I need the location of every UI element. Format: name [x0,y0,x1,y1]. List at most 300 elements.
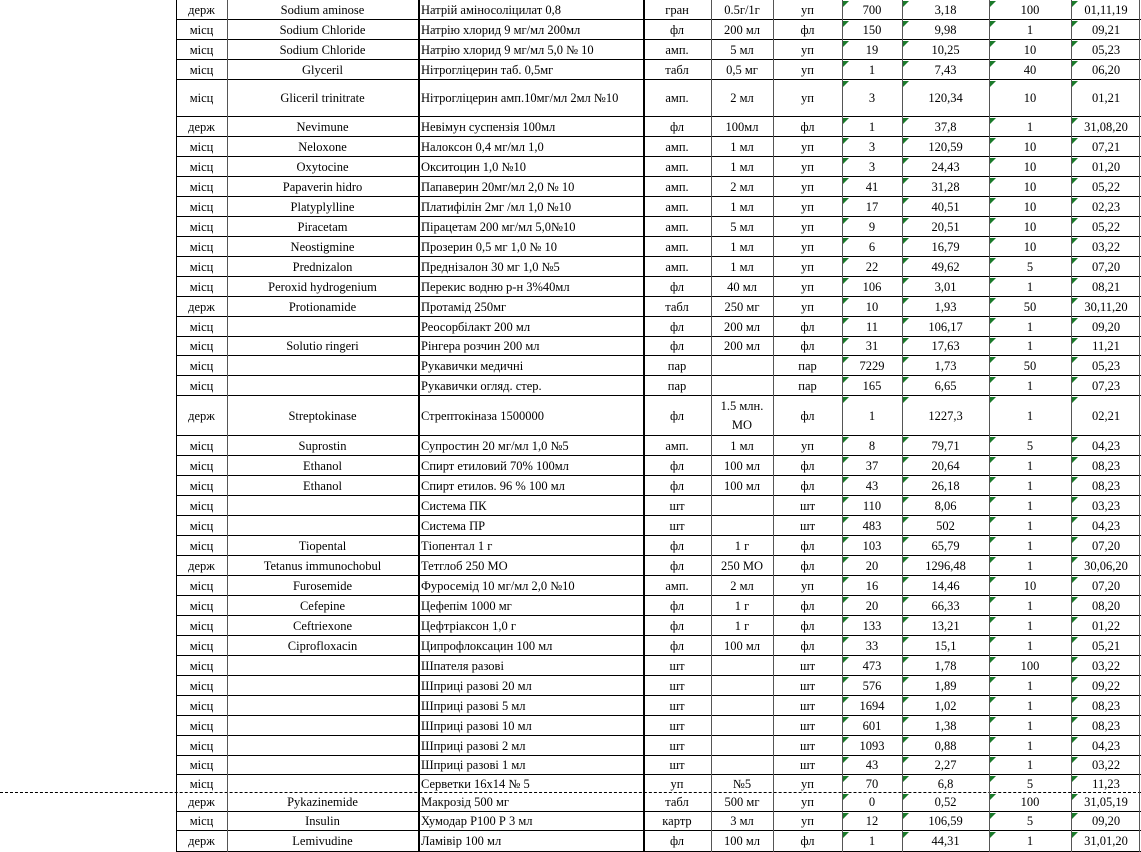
unit-cell[interactable]: шт [799,518,816,533]
pack-cell[interactable]: 100 [1020,658,1040,673]
name-cell[interactable] [227,775,418,793]
date-cell[interactable]: 06,20 [1091,62,1121,77]
product-cell[interactable]: Преднізалон 30 мг 1,0 №5 [421,259,560,274]
product-cell[interactable]: Система ПР [421,518,486,533]
dose-cell[interactable]: 3 мл [730,814,754,828]
type-cell[interactable]: місц [189,259,214,274]
pack-cell[interactable]: 1 [1026,458,1034,473]
unit-cell[interactable]: фл [800,478,815,493]
type-cell[interactable]: місц [189,438,214,453]
type-cell[interactable]: місц [189,498,214,513]
product-cell[interactable]: Прозерин 0,5 мг 1,0 № 10 [421,239,557,254]
type-cell[interactable]: держ [188,834,215,848]
date-cell[interactable]: 03,22 [1091,658,1121,673]
form-cell[interactable]: фл [669,458,685,473]
form-cell[interactable]: шт [669,498,685,513]
name-cell[interactable]: Neostigmine [290,239,355,254]
type-cell[interactable]: місц [189,678,214,693]
qty-cell[interactable]: 10 [865,299,879,314]
qty-cell[interactable]: 31 [865,339,879,353]
qty-cell[interactable]: 601 [862,718,882,733]
form-cell[interactable]: амп. [665,199,689,214]
pack-cell[interactable]: 5 [1026,259,1034,274]
name-cell[interactable]: Furosemide [292,578,353,593]
unit-cell[interactable]: уп [801,91,814,105]
form-cell[interactable]: амп. [665,259,689,274]
product-cell[interactable]: Ципрофлоксацин 100 мл [421,638,553,653]
qty-cell[interactable]: 1694 [859,698,885,713]
pack-cell[interactable]: 40 [1023,62,1037,77]
dose-cell[interactable]: 500 мг [724,795,760,809]
qty-cell[interactable]: 12 [865,814,879,828]
unit-cell[interactable]: фл [800,538,815,553]
name-cell[interactable]: Gliceril trinitrate [280,91,365,105]
date-cell[interactable]: 08,20 [1091,598,1121,613]
form-cell[interactable]: амп. [665,239,689,254]
unit-cell[interactable]: уп [801,159,814,174]
type-cell[interactable]: місц [189,339,214,353]
pack-cell[interactable]: 1 [1026,678,1034,693]
product-cell[interactable]: Шприці разові 5 мл [421,698,526,713]
date-cell[interactable]: 08,23 [1091,458,1121,473]
unit-cell[interactable]: уп [801,299,814,314]
type-cell[interactable]: місц [189,62,214,77]
form-cell[interactable]: амп. [665,578,689,593]
product-cell[interactable]: Рінгера розчин 200 мл [421,339,540,353]
product-cell[interactable]: Система ПК [421,498,487,513]
pack-cell[interactable]: 1 [1026,738,1034,753]
product-cell[interactable]: Протамід 250мг [421,299,507,314]
dose-cell[interactable]: 100 мл [723,458,761,473]
date-cell[interactable]: 07,20 [1091,538,1121,553]
dose-cell[interactable]: 1 г [734,538,750,553]
pack-cell[interactable]: 5 [1026,776,1034,791]
pack-cell[interactable]: 100 [1020,795,1040,809]
qty-cell[interactable]: 16 [865,578,879,593]
name-cell[interactable]: Streptokinase [288,408,357,423]
unit-cell[interactable]: фл [800,638,815,653]
pack-cell[interactable]: 10 [1023,139,1037,154]
unit-cell[interactable]: шт [799,718,816,733]
qty-cell[interactable]: 33 [865,638,879,653]
price-cell[interactable]: 15,1 [934,638,957,653]
pack-cell[interactable]: 10 [1023,42,1037,57]
dose-cell[interactable]: 2 мл [730,578,754,593]
dose-cell[interactable]: 1 мл [730,159,754,174]
price-cell[interactable]: 16,79 [931,239,960,254]
type-cell[interactable]: місц [189,698,214,713]
qty-cell[interactable]: 1 [868,408,876,423]
qty-cell[interactable]: 576 [862,678,882,693]
dose-cell[interactable]: 250 МО [720,558,764,573]
qty-cell[interactable]: 165 [862,378,882,393]
type-cell[interactable]: місц [189,219,214,234]
dose-cell[interactable]: 1 мл [730,259,754,274]
pack-cell[interactable]: 10 [1023,199,1037,214]
dose-cell[interactable] [711,356,773,376]
type-cell[interactable]: місц [189,658,214,673]
product-cell[interactable]: Рукавички медичні [421,358,524,373]
date-cell[interactable]: 04,23 [1091,738,1121,753]
name-cell[interactable] [227,656,418,676]
date-cell[interactable]: 05,23 [1091,42,1121,57]
unit-cell[interactable]: пар [798,378,817,393]
form-cell[interactable]: картр [662,814,692,828]
dose-cell[interactable]: 1 мл [730,199,754,214]
unit-cell[interactable]: уп [801,279,814,294]
price-cell[interactable]: 66,33 [931,598,960,613]
price-cell[interactable]: 65,79 [931,538,960,553]
pack-cell[interactable]: 1 [1026,22,1034,37]
pack-cell[interactable]: 1 [1026,498,1034,513]
type-cell[interactable]: місц [189,139,214,154]
name-cell[interactable]: Sodium aminose [280,2,365,17]
qty-cell[interactable]: 3 [868,139,876,154]
unit-cell[interactable]: фл [800,408,815,423]
name-cell[interactable]: Protionamide [288,299,357,314]
unit-cell[interactable]: уп [801,42,814,57]
name-cell[interactable]: Piracetam [297,219,348,234]
unit-cell[interactable]: фл [800,558,815,573]
unit-cell[interactable]: уп [801,259,814,274]
product-cell[interactable]: Макрозід 500 мг [421,795,510,809]
name-cell[interactable]: Cefepine [299,598,346,613]
name-cell[interactable]: Tiopental [298,538,347,553]
pack-cell[interactable]: 1 [1026,518,1034,533]
dose-cell[interactable]: 100 мл [723,478,761,493]
dose-cell[interactable]: 0.5г/1г [724,2,760,17]
price-cell[interactable]: 17,63 [931,339,960,353]
form-cell[interactable]: фл [669,339,685,353]
form-cell[interactable]: уп [670,776,684,791]
type-cell[interactable]: місц [189,458,214,473]
product-cell[interactable]: Налоксон 0,4 мг/мл 1,0 [421,139,544,154]
product-cell[interactable]: Окситоцин 1,0 №10 [421,159,526,174]
product-cell[interactable]: Натрій аміносоліцилат 0,8 [421,2,561,17]
unit-cell[interactable]: шт [799,678,816,693]
pack-cell[interactable]: 1 [1026,378,1034,393]
unit-cell[interactable]: уп [801,776,814,791]
qty-cell[interactable]: 0 [868,795,876,809]
qty-cell[interactable]: 1 [868,62,876,77]
name-cell[interactable]: Peroxid hydrogenium [268,279,377,294]
product-cell[interactable]: Шпателя разові [421,658,504,673]
pack-cell[interactable]: 10 [1023,239,1037,254]
date-cell[interactable]: 01,22 [1091,618,1121,633]
qty-cell[interactable]: 37 [865,458,879,473]
dose-cell[interactable]: 1 г [734,598,750,613]
product-cell[interactable]: Реосорбілакт 200 мл [421,319,531,334]
product-cell[interactable]: Спирт етилов. 96 % 100 мл [421,478,565,493]
date-cell[interactable]: 08,23 [1091,698,1121,713]
date-cell[interactable]: 02,23 [1091,199,1121,214]
type-cell[interactable]: місц [189,478,214,493]
type-cell[interactable]: держ [188,2,215,17]
unit-cell[interactable]: уп [801,239,814,254]
dose-cell[interactable]: 1 мл [730,438,754,453]
dose-cell[interactable]: 100 мл [723,834,761,848]
form-cell[interactable]: шт [669,698,685,713]
product-cell[interactable]: Шприці разові 1 мл [421,758,526,772]
unit-cell[interactable]: уп [801,2,814,17]
form-cell[interactable]: гран [665,2,689,17]
name-cell[interactable] [227,676,418,696]
unit-cell[interactable]: уп [801,199,814,214]
form-cell[interactable]: табл [665,795,689,809]
product-cell[interactable]: Тіопентал 1 г [421,538,493,553]
name-cell[interactable]: Platyplylline [290,199,355,214]
price-cell[interactable]: 502 [936,518,955,533]
date-cell[interactable]: 09,20 [1091,814,1121,828]
price-cell[interactable]: 120,34 [928,91,963,105]
qty-cell[interactable]: 1093 [859,738,885,753]
type-cell[interactable]: місц [189,358,214,373]
price-cell[interactable]: 3,18 [934,2,957,17]
unit-cell[interactable]: фл [800,834,815,848]
pack-cell[interactable]: 1 [1026,698,1034,713]
dose-cell[interactable]: 200 мл [723,339,761,353]
dose-cell[interactable]: 5 мл [730,219,754,234]
form-cell[interactable]: пар [667,358,687,373]
dose-cell[interactable]: 5 мл [730,42,754,57]
date-cell[interactable]: 31,08,20 [1084,119,1128,134]
unit-cell[interactable]: уп [801,438,814,453]
date-cell[interactable]: 08,23 [1091,478,1121,493]
product-cell[interactable]: Цефтріаксон 1,0 г [421,618,516,633]
price-cell[interactable]: 3,01 [934,279,957,294]
product-cell[interactable]: Хумодар Р100 Р 3 мл [421,814,533,828]
type-cell[interactable]: місц [189,239,214,254]
date-cell[interactable]: 07,21 [1091,139,1121,154]
form-cell[interactable]: шт [669,678,685,693]
price-cell[interactable]: 24,43 [931,159,960,174]
qty-cell[interactable]: 3 [868,159,876,174]
unit-cell[interactable]: шт [799,698,816,713]
type-cell[interactable]: місц [189,279,214,294]
price-cell[interactable]: 20,51 [931,219,960,234]
type-cell[interactable]: держ [188,795,215,809]
dose-cell[interactable]: 1.5 млн. МО [720,399,764,432]
date-cell[interactable]: 11,23 [1092,776,1120,791]
dose-cell[interactable]: 200 мл [723,319,761,334]
product-cell[interactable]: Натрію хлорид 9 мг/мл 200мл [421,22,581,37]
date-cell[interactable]: 05,22 [1091,219,1121,234]
type-cell[interactable]: місц [189,776,214,791]
dose-cell[interactable]: 0,5 мг [726,62,758,77]
product-cell[interactable]: Рукавички огляд. стер. [421,378,542,393]
type-cell[interactable]: місц [189,538,214,553]
name-cell[interactable]: Lemivudine [292,834,353,848]
qty-cell[interactable]: 1 [868,119,876,134]
type-cell[interactable]: держ [188,299,215,314]
date-cell[interactable]: 04,23 [1091,438,1121,453]
qty-cell[interactable]: 133 [862,618,882,633]
unit-cell[interactable]: фл [800,458,815,473]
dose-cell[interactable]: 100 мл [723,638,761,653]
form-cell[interactable]: фл [669,319,685,334]
date-cell[interactable]: 01,11,19 [1084,2,1128,17]
product-cell[interactable]: Нітрогліцерин таб. 0,5мг [421,62,554,77]
unit-cell[interactable]: пар [798,358,817,373]
dose-cell[interactable] [711,496,773,516]
date-cell[interactable]: 09,20 [1091,319,1121,334]
qty-cell[interactable]: 3 [868,91,876,105]
pack-cell[interactable]: 10 [1023,91,1037,105]
qty-cell[interactable]: 22 [865,259,879,274]
dose-cell[interactable]: 1 мл [730,139,754,154]
product-cell[interactable]: Супростин 20 мг/мл 1,0 №5 [421,438,569,453]
date-cell[interactable]: 30,11,20 [1084,299,1128,314]
form-cell[interactable]: фл [669,834,685,848]
form-cell[interactable]: амп. [665,179,689,194]
name-cell[interactable]: Solutio ringeri [286,339,359,353]
qty-cell[interactable]: 103 [862,538,882,553]
price-cell[interactable]: 1,78 [934,658,957,673]
pack-cell[interactable]: 10 [1023,578,1037,593]
dose-cell[interactable] [711,736,773,756]
name-cell[interactable]: Prednizalon [292,259,353,274]
form-cell[interactable]: шт [669,738,685,753]
name-cell[interactable]: Suprostin [298,438,347,453]
name-cell[interactable] [227,736,418,756]
name-cell[interactable]: Oxytocine [296,159,349,174]
type-cell[interactable]: місц [189,598,214,613]
name-cell[interactable]: Ceftriexone [292,618,352,633]
product-cell[interactable]: Тетглоб 250 МО [421,558,508,573]
qty-cell[interactable]: 150 [862,22,882,37]
form-cell[interactable]: фл [669,558,685,573]
qty-cell[interactable]: 41 [865,179,879,194]
price-cell[interactable]: 40,51 [931,199,960,214]
dose-cell[interactable]: 1 мл [730,239,754,254]
product-cell[interactable]: Ламівір 100 мл [421,834,502,848]
name-cell[interactable]: Nevimune [296,119,349,134]
form-cell[interactable]: шт [669,658,685,673]
name-cell[interactable]: Ethanol [303,458,342,473]
pack-cell[interactable]: 1 [1026,319,1034,334]
form-cell[interactable]: фл [669,478,685,493]
dose-cell[interactable]: 2 мл [730,179,754,194]
type-cell[interactable]: місц [189,91,214,105]
price-cell[interactable]: 106,17 [928,319,963,334]
name-cell[interactable]: Glyceril [302,62,343,77]
product-cell[interactable]: Натрію хлорид 9 мг/мл 5,0 № 10 [421,42,594,57]
pack-cell[interactable]: 10 [1023,159,1037,174]
qty-cell[interactable]: 473 [862,658,882,673]
qty-cell[interactable]: 19 [865,42,879,57]
unit-cell[interactable]: уп [801,62,814,77]
unit-cell[interactable]: фл [800,598,815,613]
type-cell[interactable]: місц [189,199,214,214]
pack-cell[interactable]: 1 [1026,119,1034,134]
date-cell[interactable]: 07,20 [1091,259,1121,274]
price-cell[interactable]: 1,73 [934,358,957,373]
type-cell[interactable]: місц [189,578,214,593]
form-cell[interactable]: фл [669,538,685,553]
type-cell[interactable]: місц [189,758,214,772]
price-cell[interactable]: 6,8 [937,776,954,791]
price-cell[interactable]: 10,25 [931,42,960,57]
dose-cell[interactable]: №5 [732,776,752,791]
name-cell[interactable]: Neloxone [298,139,347,154]
form-cell[interactable]: фл [669,279,685,294]
name-cell[interactable]: Papaverin hidro [282,179,363,194]
type-cell[interactable]: держ [188,119,215,134]
form-cell[interactable]: фл [669,408,685,423]
price-cell[interactable]: 1,38 [934,718,957,733]
date-cell[interactable]: 07,23 [1091,378,1121,393]
name-cell[interactable] [227,317,418,337]
date-cell[interactable]: 08,23 [1091,718,1121,733]
date-cell[interactable]: 09,21 [1091,22,1121,37]
price-cell[interactable]: 37,8 [934,119,957,134]
dose-cell[interactable]: 2 мл [730,91,754,105]
dose-cell[interactable]: 200 мл [723,22,761,37]
price-cell[interactable]: 106,59 [928,814,963,828]
name-cell[interactable]: Ethanol [303,478,342,493]
date-cell[interactable]: 01,20 [1091,159,1121,174]
price-cell[interactable]: 120,59 [928,139,963,154]
dose-cell[interactable] [711,716,773,736]
type-cell[interactable]: місц [189,22,214,37]
pack-cell[interactable]: 100 [1020,2,1040,17]
form-cell[interactable]: фл [669,598,685,613]
qty-cell[interactable]: 8 [868,438,876,453]
date-cell[interactable]: 08,21 [1091,279,1121,294]
product-cell[interactable]: Шприці разові 10 мл [421,718,532,733]
type-cell[interactable]: місц [189,718,214,733]
form-cell[interactable]: амп. [665,91,689,105]
name-cell[interactable] [227,516,418,536]
pack-cell[interactable]: 1 [1026,279,1034,294]
unit-cell[interactable]: фл [800,22,815,37]
unit-cell[interactable]: фл [800,319,815,334]
product-cell[interactable]: Пірацетам 200 мг/мл 5,0№10 [421,219,576,234]
qty-cell[interactable]: 6 [868,239,876,254]
price-cell[interactable]: 9,98 [934,22,957,37]
pack-cell[interactable]: 1 [1026,618,1034,633]
form-cell[interactable]: табл [665,299,689,314]
name-cell[interactable] [227,756,418,775]
date-cell[interactable]: 01,21 [1091,91,1121,105]
qty-cell[interactable]: 1 [868,834,876,848]
price-cell[interactable]: 13,21 [931,618,960,633]
name-cell[interactable]: Insulin [305,814,340,828]
price-cell[interactable]: 20,64 [931,458,960,473]
date-cell[interactable]: 05,23 [1091,358,1121,373]
price-cell[interactable]: 7,43 [934,62,957,77]
pack-cell[interactable]: 1 [1026,408,1034,423]
product-cell[interactable]: Серветки 16х14 № 5 [421,776,530,791]
price-cell[interactable]: 14,46 [931,578,960,593]
price-cell[interactable]: 1227,3 [928,408,963,423]
unit-cell[interactable]: уп [801,795,814,809]
name-cell[interactable] [227,716,418,736]
date-cell[interactable]: 02,21 [1091,408,1121,423]
product-cell[interactable]: Цефепім 1000 мг [421,598,512,613]
form-cell[interactable]: амп. [665,42,689,57]
form-cell[interactable]: фл [669,22,685,37]
qty-cell[interactable]: 20 [865,598,879,613]
name-cell[interactable]: Pykazinemide [287,795,358,809]
name-cell[interactable]: Sodium Chloride [279,22,366,37]
dose-cell[interactable] [711,676,773,696]
pack-cell[interactable]: 50 [1023,358,1037,373]
price-cell[interactable]: 79,71 [931,438,960,453]
form-cell[interactable]: фл [669,638,685,653]
dose-cell[interactable] [711,376,773,396]
pack-cell[interactable]: 5 [1026,814,1034,828]
